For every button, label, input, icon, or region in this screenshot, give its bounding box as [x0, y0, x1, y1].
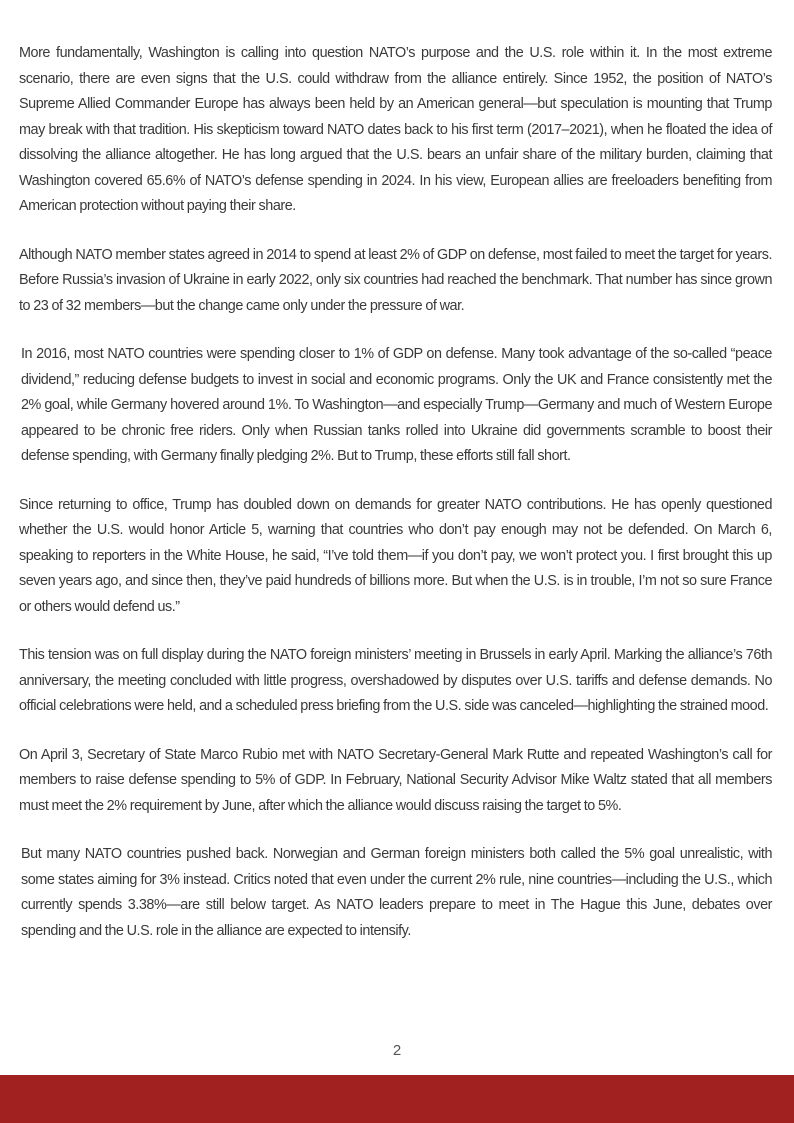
paragraph-2016-spending: In 2016, most NATO countries were spending closer to 1% of GDP on defense. Many took advantage of the so-called “peace dividend,” reducing defense budgets to invest in social and economic programs. Only the UK and France consistently met the 2% goal, while Germany hovered around 1%. To Washington—and especially Trump—Germany and much of Western Europe appeared to be chronic free riders. Only when Russian tanks rolled into Ukraine did governments scramble to boost their defense spending, with Germany finally pledging 2%. But to Trump, these efforts still fall short.	[21, 346, 772, 464]
paragraph-pushback: But many NATO countries pushed back. Norwegian and German foreign ministers both called the 5% goal unrealistic, with some states aiming for 3% instead. Critics noted that even under the current 2% rule, nine countries—including the U.S., which currently spends 3.38%—are still below target. As NATO leaders prepare to meet in The Hague this June, debates over spending and the U.S. role in the alliance are expected to intensify.	[21, 846, 772, 939]
paragraph-nato-purpose: More fundamentally, Washington is calling into question NATO’s purpose and the U.S. role within it. In the most extreme scenario, there are even signs that the U.S. could withdraw from the alliance entirely. Since 1952, the position of NATO’s Supreme Allied Commander Europe has always been held by an American general—but speculation is mounting that Trump may break with that tradition. His skepticism toward NATO dates back to his first term (2017–2021), when he floated the idea of dissolving the alliance altogether. He has long argued that the U.S. bears an unfair share of the military burden, claiming that Washington covered 65.6% of NATO’s defense spending in 2024. In his view, European allies are freeloaders benefiting from American protection without paying their share.	[19, 45, 772, 214]
footer-band	[0, 1075, 794, 1123]
paragraph-rubio-rutte: On April 3, Secretary of State Marco Rubio met with NATO Secretary-General Mark Rutte and repeated Washington’s call for members to raise defense spending to 5% of GDP. In February, National Security Advisor Mike Waltz stated that all members must meet the 2% requirement by June, after which the alliance would discuss raising the target to 5%.	[19, 746, 772, 814]
page-number: 2	[392, 1042, 402, 1059]
paragraph-spending-target: Although NATO member states agreed in 2014 to spend at least 2% of GDP on defense, most failed to meet the target for years. Before Russia’s invasion of Ukraine in early 2022, only six countries had reached the benchmark. That number has since grown to 23 of 32 members—but the change came only under the pressure of war.	[19, 246, 772, 314]
paragraph-trump-demands: Since returning to office, Trump has doubled down on demands for greater NATO contributions. He has openly questioned whether the U.S. would honor Article 5, warning that countries who don’t pay enough may not be defended. On March 6, speaking to reporters in the White House, he said, “I’ve told them—if you don’t pay, we won’t protect you. I first brought this up seven years ago, and since then, they’ve paid hundreds of billions more. But when the U.S. is in trouble, I’m not so sure France or others would defend us.”	[19, 496, 772, 615]
document-body	[19, 41, 772, 967]
paragraph-brussels-meeting: This tension was on full display during the NATO foreign ministers’ meeting in Brussels in early April. Marking the alliance’s 76th anniversary, the meeting concluded with little progress, overshadowed by disputes over U.S. tariffs and defense demands. No official celebrations were held, and a scheduled press briefing from the U.S. side was canceled—highlighting the strained mood.	[19, 647, 772, 714]
